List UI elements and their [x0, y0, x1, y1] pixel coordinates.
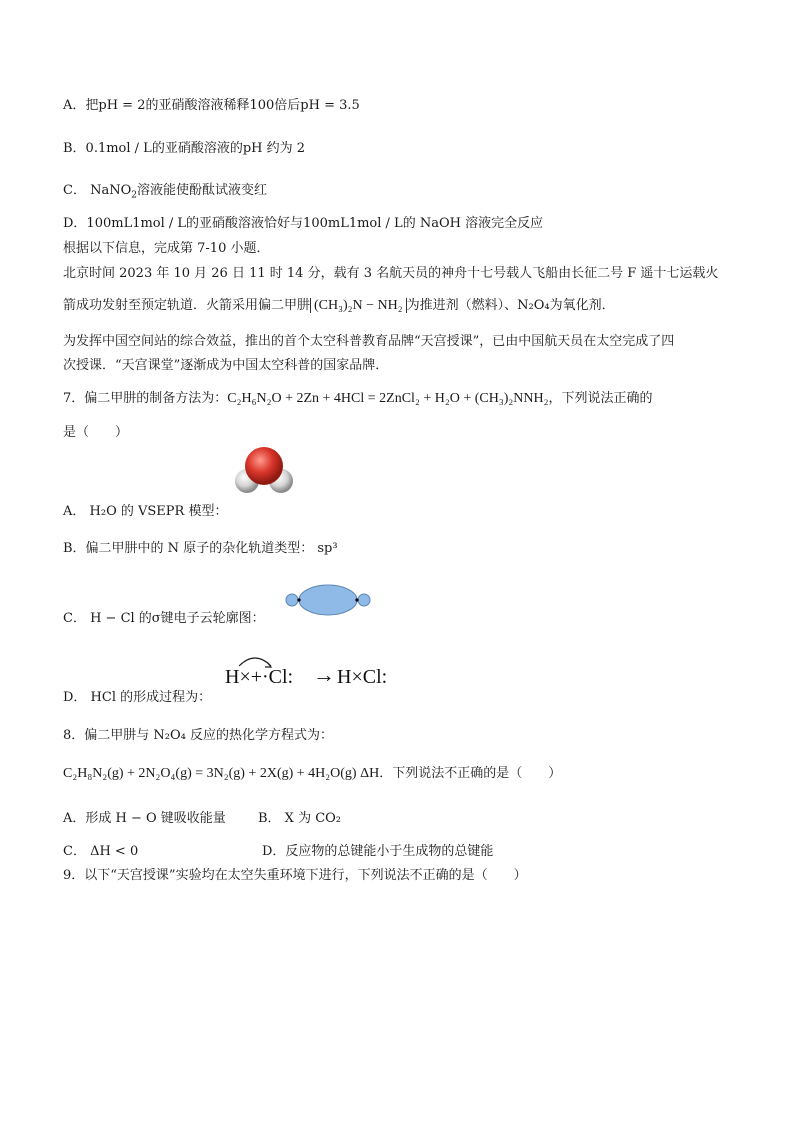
prev-option-c-pre: C． NaNO — [63, 183, 132, 198]
q7-equation: C₂H₆N₂O + 2Zn + 4HCl = 2ZnCl₂ + H₂O + (CH₃)₂NNH₂ — [227, 391, 549, 406]
passage2-line2: 次授课．“天宫课堂”逐渐成为中国太空科普的国家品牌． — [63, 358, 389, 373]
q8-equation: C₂H₈N₂(g) + 2N₂O₄(g) = 3N₂(g) + 2X(g) + 4H₂O(g) ΔH — [63, 766, 380, 781]
prev-option-c — [63, 182, 267, 200]
overlap-cloud — [299, 585, 357, 615]
formation-left-text: H×+·Cl: — [225, 666, 294, 688]
oxygen-atom — [245, 447, 283, 485]
prev-option-d: D．100mL1mol / L的亚硝酸溶液恰好与100mL1mol / L的 NaOH 溶液完全反应 — [63, 216, 544, 231]
passage1-line1: 北京时间 2023 年 10 月 26 日 11 时 14 分，载有 3 名航天员的神舟十七号载人飞船由长征二号 F 遥十七运载火 — [63, 266, 719, 281]
q7-option-d: D． HCl 的形成过程为： — [63, 690, 212, 705]
reaction-arrow: → — [313, 662, 335, 687]
q8-option-b: B． X 为 CO₂ — [258, 811, 342, 826]
q8-option-c: C． ΔH < 0 — [63, 844, 139, 859]
passage1-line2-mid: 为推进剂（燃料）、N₂O₄为氧化剂． — [406, 298, 615, 313]
sigma-cloud-svg — [283, 584, 373, 616]
q8-option-a: A．形成 H − O 键吸收能量 — [63, 811, 226, 826]
h-orbital-lobe — [286, 594, 298, 606]
passage2-line1: 为发挥中国空间站的综合效益，推出的首个太空科普教育品牌“天宫授课”，已由中国航天员在太空完成了四 — [63, 334, 675, 349]
q7-option-b: B．偏二甲肼中的 N 原子的杂化轨道类型： sp³ — [63, 541, 338, 556]
prev-option-a: A．把pH = 2的亚硝酸溶液稀释100倍后pH = 3.5 — [63, 98, 360, 113]
electron-transfer-arrow — [239, 658, 271, 666]
cl-orbital-lobe — [358, 594, 370, 606]
q9-stem: 9．以下“天宫授课”实验均在太空失重环境下进行，下列说法不正确的是（ ） — [63, 868, 527, 883]
passage1-line2-pre: 箭成功发射至预定轨道．火箭采用偏二甲肼 — [63, 298, 311, 313]
passage1-line2 — [63, 297, 615, 315]
hcl-formation-diagram — [225, 650, 415, 694]
water-vsepr-model — [230, 444, 298, 498]
q7-stem-post: ，下列说法正确的 — [548, 391, 653, 406]
q7-stem — [63, 390, 652, 408]
section-intro: 根据以下信息，完成第 7-10 小题． — [63, 241, 270, 256]
formation-right-text: H×Cl: — [337, 666, 388, 688]
q7-stem-pre: 7．偏二甲肼的制备方法为： — [63, 391, 228, 406]
q7-option-a: A． H₂O 的 VSEPR 模型： — [63, 504, 228, 519]
cl-nucleus-dot — [355, 598, 358, 601]
fuel-formula: (CH₃)₂N − NH₂ — [310, 298, 407, 313]
prev-option-b: B．0.1mol / L的亚硝酸溶液的pH 约为 2 — [63, 141, 306, 156]
q7-option-c: C． H − Cl 的σ键电子云轮廓图： — [63, 611, 265, 626]
q8-equation-post: ．下列说法不正确的是（ ） — [379, 766, 562, 781]
water-model-svg — [230, 444, 298, 498]
sigma-bond-cloud — [283, 584, 373, 616]
formation-svg — [225, 650, 415, 694]
q8-equation-line — [63, 765, 561, 783]
q8-stem: 8．偏二甲肼与 N₂O₄ 反应的热化学方程式为： — [63, 728, 333, 743]
prev-option-c-sub: 2 — [131, 190, 137, 201]
prev-option-c-post: 溶液能使酚酞试液变红 — [136, 183, 267, 198]
h-nucleus-dot — [297, 598, 300, 601]
q7-stem-line2: 是（ ） — [63, 425, 129, 440]
q8-option-d: D．反应物的总键能小于生成物的总键能 — [262, 844, 494, 859]
